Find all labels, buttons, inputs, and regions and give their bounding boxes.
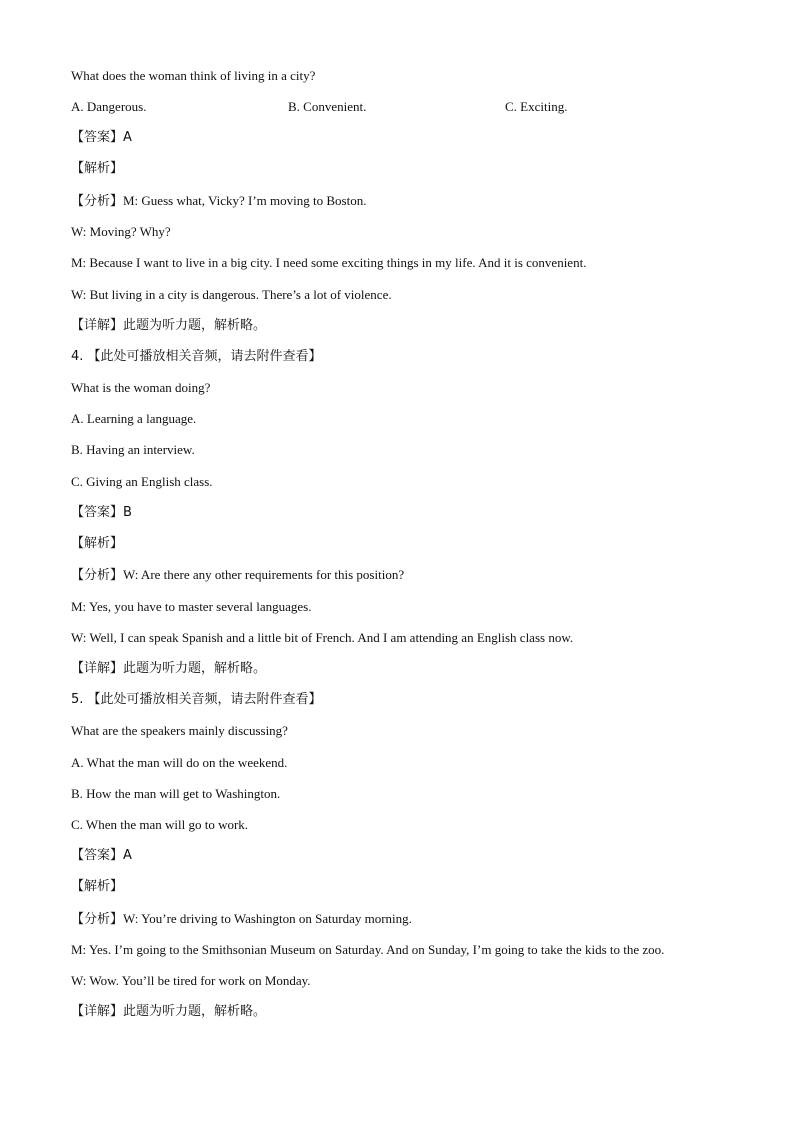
q3-option-a: A. Dangerous. <box>71 99 147 114</box>
q5-analysis-line: 【分析】W: You’re driving to Washington on Saturday morning. <box>71 911 412 926</box>
q5-answer: 【答案】A <box>71 848 132 863</box>
q5-option-a: A. What the man will do on the weekend. <box>71 755 288 770</box>
q3-analysis-line: 【分析】M: Guess what, Vicky? I’m moving to Boston. <box>71 193 367 208</box>
q4-analysis-label: 【解析】 <box>71 536 124 551</box>
q3-analysis-label: 【解析】 <box>71 161 124 176</box>
q3-option-c: C. Exciting. <box>505 99 568 114</box>
q4-option-a: A. Learning a language. <box>71 411 197 426</box>
q3-option-b: B. Convenient. <box>288 99 367 114</box>
q4-answer: 【答案】B <box>71 505 132 520</box>
q5-analysis-line: W: Wow. You’ll be tired for work on Monday. <box>71 973 311 988</box>
q5-detail: 【详解】此题为听力题，解析略。 <box>71 1004 267 1019</box>
q4-option-c: C. Giving an English class. <box>71 474 213 489</box>
q4-analysis-line: 【分析】W: Are there any other requirements for this position? <box>71 567 405 582</box>
q4-question: What is the woman doing? <box>71 380 211 395</box>
q3-detail: 【详解】此题为听力题，解析略。 <box>71 318 267 333</box>
q4-detail: 【详解】此题为听力题，解析略。 <box>71 661 267 676</box>
q5-analysis-line: M: Yes. I’m going to the Smithsonian Museum on Saturday. And on Sunday, I’m going to take the kids to the zoo. <box>71 942 665 957</box>
q3-analysis-line: M: Because I want to live in a big city. I need some exciting things in my life. And it is convenient. <box>71 255 587 270</box>
q5-option-b: B. How the man will get to Washington. <box>71 786 281 801</box>
q3-analysis-line: W: Moving? Why? <box>71 224 171 239</box>
q5-analysis-label: 【解析】 <box>71 879 124 894</box>
q4-analysis-line: M: Yes, you have to master several languages. <box>71 599 312 614</box>
q3-answer: 【答案】A <box>71 130 132 145</box>
q5-question: What are the speakers mainly discussing? <box>71 723 288 738</box>
q4-analysis-line: W: Well, I can speak Spanish and a little bit of French. And I am attending an English class now. <box>71 630 574 645</box>
q3-question: What does the woman think of living in a city? <box>71 68 316 83</box>
q3-analysis-line: W: But living in a city is dangerous. There’s a lot of violence. <box>71 287 392 302</box>
q5-header: 5. 【此处可播放相关音频，请去附件查看】 <box>71 692 322 707</box>
q4-header: 4. 【此处可播放相关音频，请去附件查看】 <box>71 349 322 364</box>
q5-option-c: C. When the man will go to work. <box>71 817 249 832</box>
q4-option-b: B. Having an interview. <box>71 442 195 457</box>
